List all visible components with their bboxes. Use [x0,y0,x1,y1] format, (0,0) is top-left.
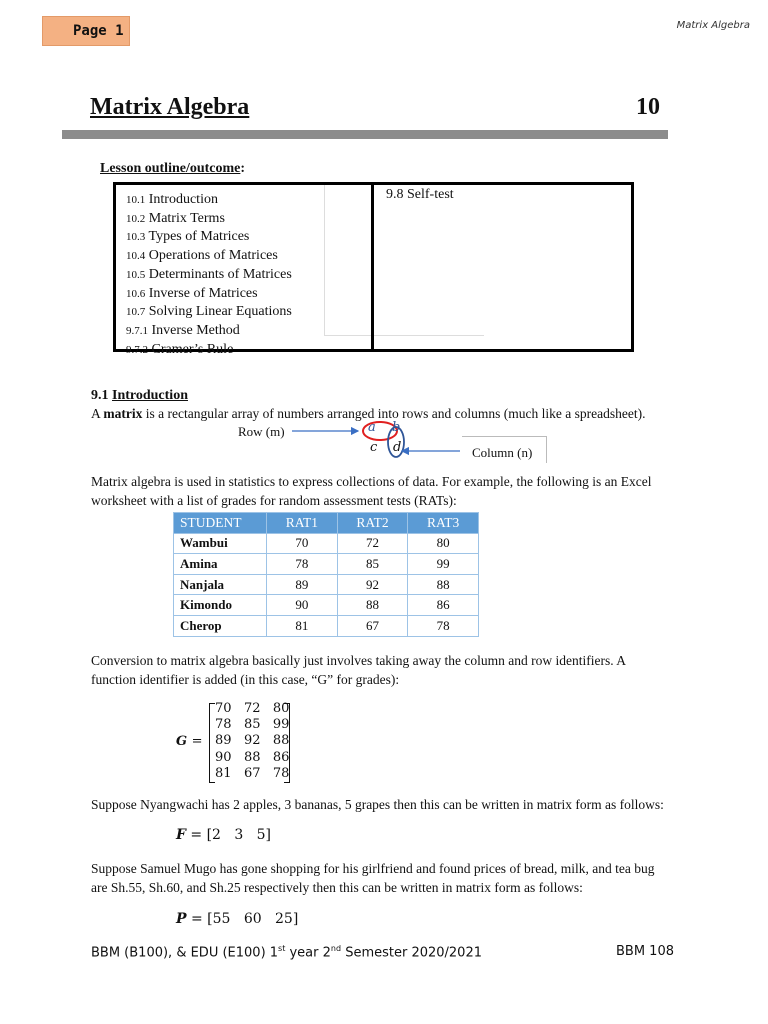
matrix-f: F = [2 3 5] [176,827,271,843]
outline-item: 10.3 Types of Matrices [126,229,250,245]
cell-b: b [392,420,401,435]
outline-divider [371,185,374,349]
outline-item: 10.4 Operations of Matrices [126,248,278,264]
outline-item: 10.5 Determinants of Matrices [126,266,292,282]
table-cell: 92 [337,574,408,595]
table-cell: 85 [337,554,408,575]
title-rule [62,130,668,139]
faint-divider [324,185,325,335]
faint-divider [324,335,484,336]
matrix-definition: A matrix is a rectangular array of numbers arranged into rows and columns (much like a spreadsheet). [91,406,646,421]
table-cell: 78 [267,554,338,575]
matrix-row: 81 67 78 [215,765,290,781]
table-row [174,574,479,595]
table-cell: 99 [408,554,479,575]
cell-d: d [393,440,402,455]
table-row [174,615,479,636]
matrix-row: 90 88 86 [215,749,290,765]
header-rat3: RAT3 [408,513,479,534]
table-cell: 90 [267,595,338,616]
table-cell: 70 [267,533,338,554]
matrix-g-name: G = [176,734,203,749]
table-cell: 80 [408,533,479,554]
table-cell: Wambui [174,533,267,554]
outline-item: 10.6 Inverse of Matrices [126,285,258,301]
header-rat2: RAT2 [337,513,408,534]
matrix-row: 89 92 88 [215,733,290,749]
footer-course: BBM (B100), & EDU (E100) 1st year 2nd Semester 2020/2021 [91,944,482,961]
table-cell: 86 [408,595,479,616]
outline-item: 9.7.1 Inverse Method [126,322,240,338]
paragraph-conversion: Conversion to matrix algebra basically just involves taking away the column and row identifiers. A function identifier is added (in this case, “G” for grades): [91,653,627,687]
table-cell: 88 [337,595,408,616]
grades-table [173,512,479,637]
table-row [174,554,479,575]
table-cell: 88 [408,574,479,595]
outline-item: 10.7 Solving Linear Equations [126,304,292,320]
outline-box [113,182,634,357]
outline-item: 9.7.2 Cramer’s Rule [126,341,234,357]
cell-a: a [368,420,376,435]
column-label: Column (n) [472,445,533,460]
table-row [174,595,479,616]
header-student: STUDENT [174,513,267,534]
matrix-row: 78 85 99 [215,717,290,733]
page-tab: Page 1 [42,16,130,46]
table-cell: 89 [267,574,338,595]
table-cell: 81 [267,615,338,636]
table-cell: Cherop [174,615,267,636]
header-rat1: RAT1 [267,513,338,534]
outline-right-item: 9.8 Self-test [386,187,454,202]
outline-heading: Lesson outline/outcome: [100,161,246,176]
matrix-row: 70 72 80 [215,701,290,716]
chapter-title: Matrix Algebra [90,94,250,120]
matrix-p: P = [55 60 25] [176,911,299,927]
running-head: Matrix Algebra [676,20,750,31]
outline-item: 10.2 Matrix Terms [126,210,225,226]
matrix-g-body [215,701,289,782]
paragraph-excel: Matrix algebra is used in statistics to express collections of data. For example, the following is an Excel worksheet with a list of grades for random assessment tests (RATs): [91,474,652,508]
footer-code: BBM 108 [616,944,674,959]
table-cell: Amina [174,554,267,575]
table-header-row [174,513,479,534]
cell-c: c [370,440,378,455]
table-cell: 72 [337,533,408,554]
row-label: Row (m) [238,424,285,439]
table-cell: Nanjala [174,574,267,595]
table-cell: 78 [408,615,479,636]
table-cell: 67 [337,615,408,636]
outline-item: 10.1 Introduction [126,192,218,207]
section-heading: 9.1 Introduction [91,388,188,403]
outline-list [126,191,292,359]
paragraph-fruits: Suppose Nyangwachi has 2 apples, 3 bananas, 5 grapes then this can be written in matrix form as follows: [91,797,664,812]
chapter-number: 10 [636,94,660,120]
table-cell: Kimondo [174,595,267,616]
paragraph-shopping: Suppose Samuel Mugo has gone shopping for his girlfriend and found prices of bread, milk, and tea bug are Sh.55, Sh.60, and Sh.25 respectively then this can be written in matrix form as follows: [91,861,655,895]
table-row [174,533,479,554]
